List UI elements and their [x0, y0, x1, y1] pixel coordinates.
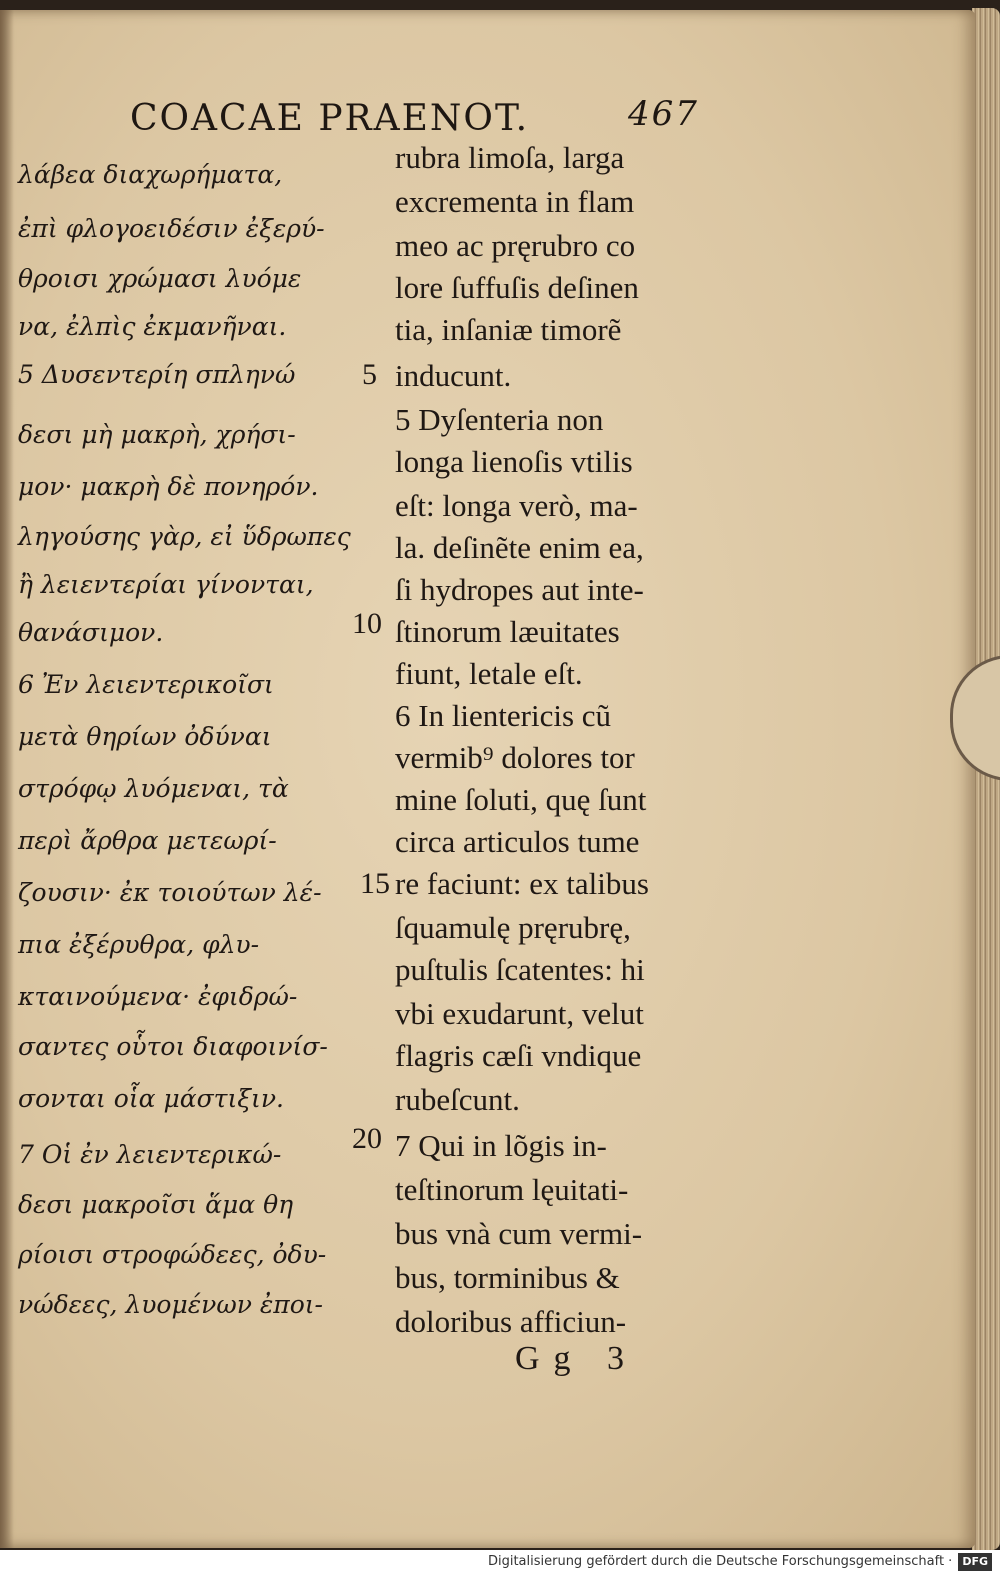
- signature-mark: Gg 3: [515, 1340, 639, 1377]
- greek-line: νώδεες, λυομένων ἐποι-: [18, 1290, 323, 1319]
- greek-line: δεσι μακροῖσι ἅμα θη: [18, 1190, 294, 1219]
- greek-line: 7 Οἱ ἐν λειεντερικώ-: [18, 1140, 282, 1169]
- latin-line: la. deſinẽte enim ea,: [395, 530, 644, 565]
- latin-line: circa articulos tume: [395, 824, 640, 859]
- greek-line: θροισι χρώμασι λυόμε: [18, 264, 302, 293]
- latin-line: vbi exudarunt, velut: [395, 996, 644, 1031]
- latin-line: rubra limoſa, larga: [395, 140, 625, 175]
- latin-line: teſtinorum lęuitati-: [395, 1172, 629, 1207]
- greek-line: θανάσιμον.: [18, 618, 164, 647]
- greek-line: περὶ ἄρθρα μετεωρί-: [18, 826, 277, 855]
- latin-line: 7 Qui in lõgis in-: [395, 1128, 607, 1163]
- latin-line: ſi hydropes aut inte-: [395, 572, 644, 607]
- latin-line: excrementa in flam: [395, 184, 635, 219]
- latin-line: rubeſcunt.: [395, 1082, 520, 1117]
- binding-gutter: [0, 10, 14, 1548]
- latin-line: vermib⁹ dolores tor: [395, 740, 635, 775]
- latin-line: bus vnà cum vermi-: [395, 1216, 643, 1251]
- latin-line: puſtulis ſcatentes: hi: [395, 952, 645, 987]
- latin-line: eſt: longa verò, ma-: [395, 488, 638, 523]
- greek-line: λάβεα διαχωρήματα,: [18, 160, 283, 189]
- dfg-logo: DFG: [958, 1553, 992, 1571]
- greek-line: στρόφῳ λυόμεναι, τὰ: [18, 774, 289, 803]
- latin-line: inducunt.: [395, 358, 512, 393]
- greek-line: σονται οἷα μάστιξιν.: [18, 1084, 285, 1113]
- footer-text: Digitalisierung gefördert durch die Deutsche Forschungsgemeinschaft ·: [487, 1554, 953, 1569]
- greek-line: ρίοισι στροφώδεες, ὀδυ-: [18, 1240, 327, 1269]
- latin-line: lore ſuffuſis deſinen: [395, 270, 639, 305]
- greek-line: πια ἐξέρυθρα, φλυ-: [18, 930, 260, 959]
- latin-line: meo ac pręrubro co: [395, 228, 636, 263]
- greek-line: ἐπὶ φλογοειδέσιν ἐξερύ-: [18, 214, 325, 243]
- latin-line: longa lienoſis vtilis: [395, 444, 633, 479]
- greek-line: να, ἐλπὶς ἐκμανῆναι.: [18, 312, 287, 341]
- latin-line: 6 In lientericis cũ: [395, 698, 612, 733]
- latin-line: ſquamulę pręrubrę,: [395, 910, 631, 945]
- line-number: 15: [360, 867, 390, 900]
- line-number: 20: [352, 1122, 382, 1155]
- latin-line: doloribus afficiun-: [395, 1304, 627, 1339]
- greek-line: 5 Δυσεντερίη σπληνώ: [18, 360, 296, 389]
- greek-line: ληγούσης γὰρ, εἰ ὕδρωπες: [18, 522, 351, 551]
- greek-line: μετὰ θηρίων ὀδύναι: [18, 722, 272, 751]
- latin-line: mine ſoluti, quę ſunt: [395, 782, 647, 817]
- latin-line: tia, inſaniæ timorẽ: [395, 312, 622, 347]
- greek-line: ἢ λειεντερίαι γίνονται,: [18, 570, 314, 599]
- greek-line: δεσι μὴ μακρὴ, χρήσι-: [18, 420, 296, 449]
- latin-line: ſtinorum læuitates: [395, 614, 620, 649]
- greek-line: σαντες οὗτοι διαφοινίσ-: [18, 1032, 328, 1061]
- line-number: 10: [352, 607, 382, 640]
- greek-line: ζουσιν· ἐκ τοιούτων λέ-: [18, 878, 322, 907]
- line-number: 5: [362, 358, 377, 391]
- running-title: COACAE PRAENOT.: [130, 98, 530, 139]
- latin-line: re faciunt: ex talibus: [395, 866, 649, 901]
- greek-line: 6 Ἐν λειεντερικοῖσι: [18, 670, 274, 699]
- digitization-footer: [0, 1550, 1000, 1574]
- greek-line: κταινούμενα· ἐφιδρώ-: [18, 982, 298, 1011]
- page-number: 467: [628, 94, 699, 134]
- latin-line: bus, torminibus &: [395, 1260, 620, 1295]
- latin-line: fiunt, letale eſt.: [395, 656, 583, 691]
- greek-line: μον· μακρὴ δὲ πονηρόν.: [18, 472, 319, 501]
- latin-line: 5 Dyſenteria non: [395, 402, 604, 437]
- latin-line: flagris cæſi vndique: [395, 1038, 642, 1073]
